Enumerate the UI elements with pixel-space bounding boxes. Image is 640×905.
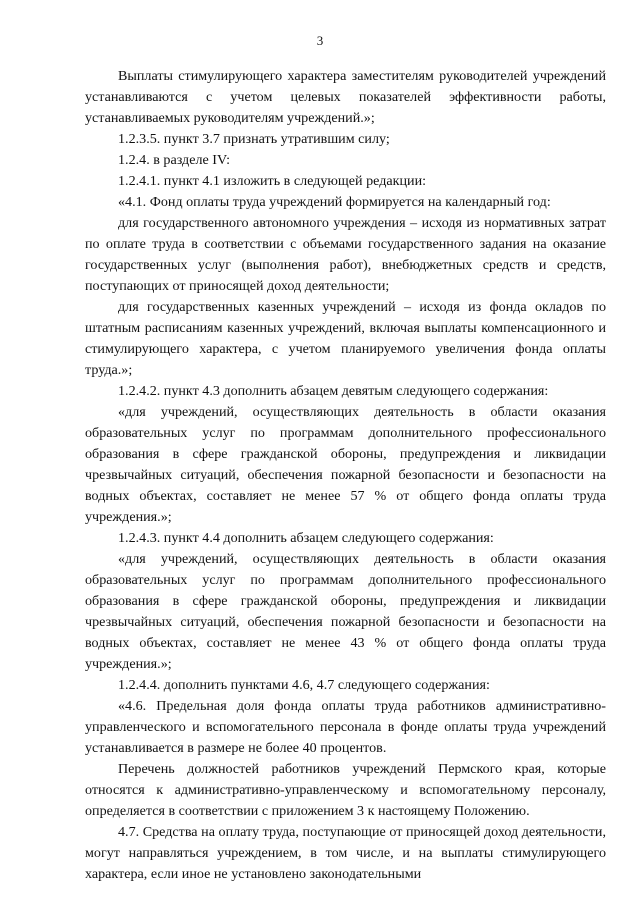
paragraph: 4.7. Средства на оплату труда, поступающие от приносящей доход деятельности, могут направляться учреждением, в том числе, и на выплаты стимулирующего характера, если иное не установлено законодательными [85, 824, 606, 882]
paragraph: для государственных казенных учреждений – исходя из фонда окладов по штатным расписаниям казенных учреждений, включая выплаты компенсационного и стимулирующего характера, с учетом планируемого увеличения фонда оплаты труда.»; [85, 299, 606, 378]
paragraph: «для учреждений, осуществляющих деятельность в области оказания образовательных услуг по программам дополнительного профессионального образования в сфере гражданской обороны, предупреждения и ликвидации чрезвычайных ситуаций, обеспечения пожарной безопасности и безопасности на водных объектах, составляет не менее 43 % от общего фонда оплаты труда учреждения.»; [85, 551, 606, 672]
paragraph: Выплаты стимулирующего характера заместителям руководителей учреждений устанавливаются с учетом целевых показателей эффективности работы, устанавливаемых руководителям учреждений.»; [85, 68, 606, 126]
paragraph: Перечень должностей работников учреждений Пермского края, которые относятся к административно-управленческому и вспомогательному персоналу, определяется в соответствии с приложением 3 к настоящему Положению. [85, 761, 606, 819]
paragraph: «4.6. Предельная доля фонда оплаты труда работников административно-управленческого и вспомогательного персонала в фонде оплаты труда учреждений устанавливается в размере не более 40 процентов. [85, 698, 606, 756]
paragraph: 1.2.4.2. пункт 4.3 дополнить абзацем девятым следующего содержания: [118, 383, 549, 399]
paragraph: «4.1. Фонд оплаты труда учреждений формируется на календарный год: [118, 194, 551, 210]
paragraph: 1.2.4. в разделе IV: [118, 152, 231, 168]
paragraph: 1.2.4.3. пункт 4.4 дополнить абзацем следующего содержания: [118, 530, 494, 546]
paragraph: 1.2.4.4. дополнить пунктами 4.6, 4.7 следующего содержания: [118, 677, 490, 693]
page-number: 3 [316, 33, 324, 48]
paragraph: для государственного автономного учреждения – исходя из нормативных затрат по оплате труда в соответствии с объемами государственного задания на оказание государственных услуг (выполнения работ), внебюджетных средств и средств, поступающих от приносящей доход деятельности; [85, 215, 606, 294]
paragraph: 1.2.4.1. пункт 4.1 изложить в следующей редакции: [118, 173, 427, 189]
paragraph: «для учреждений, осуществляющих деятельность в области оказания образовательных услуг по программам дополнительного профессионального образования в сфере гражданской обороны, предупреждения и ликвидации чрезвычайных ситуаций, обеспечения пожарной безопасности и безопасности на водных объектах, составляет не менее 57 % от общего фонда оплаты труда учреждения.»; [85, 404, 606, 525]
document-body [85, 66, 606, 885]
paragraph: 1.2.3.5. пункт 3.7 признать утратившим силу; [118, 131, 390, 147]
